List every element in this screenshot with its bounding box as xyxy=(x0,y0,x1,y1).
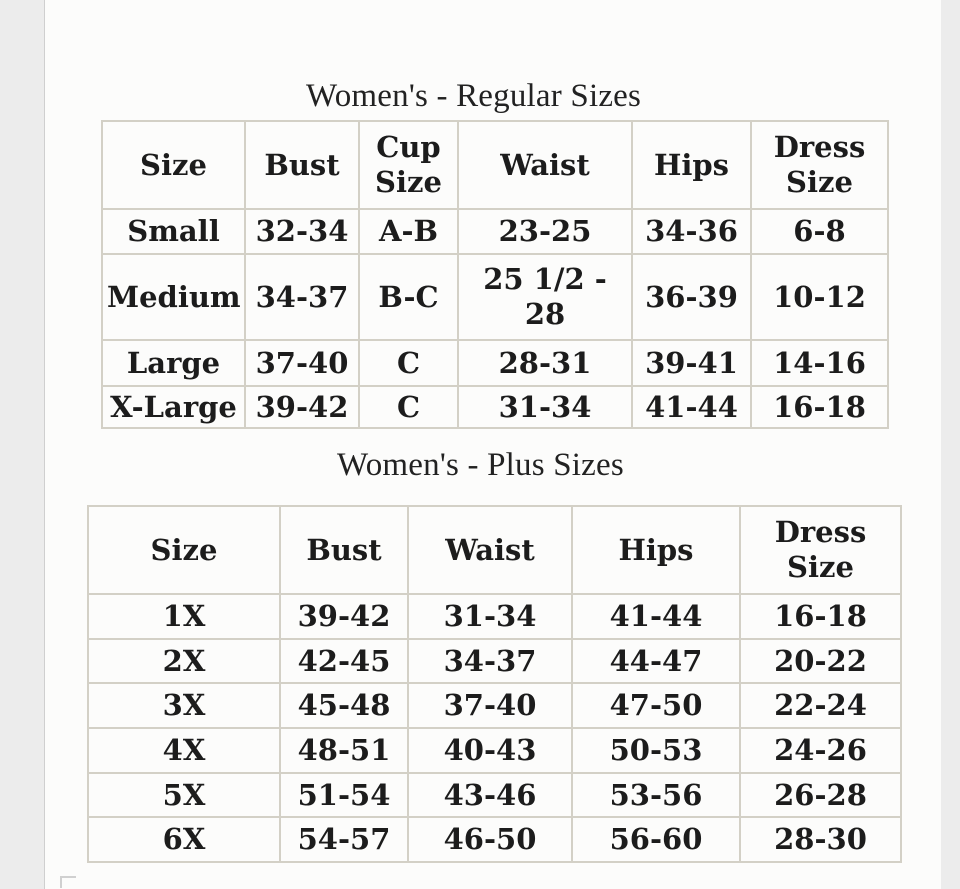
cell-hips: 56-60 xyxy=(572,817,740,862)
header-hips: Hips xyxy=(572,506,740,594)
cell-size: Medium xyxy=(102,254,245,340)
cell-hips: 34-36 xyxy=(632,209,751,254)
cell-hips: 41-44 xyxy=(632,386,751,428)
cell-bust: 32-34 xyxy=(245,209,359,254)
cell-dress-size: 20-22 xyxy=(740,639,901,683)
cell-hips: 47-50 xyxy=(572,683,740,728)
cell-dress-size: 10-12 xyxy=(751,254,888,340)
cell-size: 2X xyxy=(88,639,280,683)
table-row xyxy=(102,340,888,386)
cell-cup: A-B xyxy=(359,209,458,254)
header-bust: Bust xyxy=(245,121,359,209)
header-size: Size xyxy=(88,506,280,594)
plus-sizes-table xyxy=(87,505,902,863)
plus-sizes-title: Women's - Plus Sizes xyxy=(337,447,624,483)
cell-bust: 34-37 xyxy=(245,254,359,340)
cell-waist: 25 1/2 - 28 xyxy=(458,254,632,340)
cell-hips: 39-41 xyxy=(632,340,751,386)
table-row xyxy=(88,728,901,773)
cell-hips: 50-53 xyxy=(572,728,740,773)
cell-dress-size: 16-18 xyxy=(740,594,901,639)
table-row xyxy=(88,639,901,683)
header-cup-size: Cup Size xyxy=(359,121,458,209)
table-row xyxy=(102,209,888,254)
cell-size: 6X xyxy=(88,817,280,862)
cell-bust: 37-40 xyxy=(245,340,359,386)
cell-hips: 41-44 xyxy=(572,594,740,639)
header-waist: Waist xyxy=(458,121,632,209)
header-dress-size: Dress Size xyxy=(751,121,888,209)
cell-waist: 46-50 xyxy=(408,817,572,862)
header-hips: Hips xyxy=(632,121,751,209)
header-bust: Bust xyxy=(280,506,408,594)
cell-waist: 34-37 xyxy=(408,639,572,683)
cell-waist: 28-31 xyxy=(458,340,632,386)
cell-size: X-Large xyxy=(102,386,245,428)
cell-dress-size: 24-26 xyxy=(740,728,901,773)
cell-size: 4X xyxy=(88,728,280,773)
cell-hips: 44-47 xyxy=(572,639,740,683)
header-waist: Waist xyxy=(408,506,572,594)
crop-mark xyxy=(60,876,76,888)
table-row xyxy=(88,817,901,862)
cell-bust: 39-42 xyxy=(280,594,408,639)
table-header-row xyxy=(102,121,888,209)
cell-size: 1X xyxy=(88,594,280,639)
cell-size: Small xyxy=(102,209,245,254)
table-row xyxy=(102,254,888,340)
cell-cup: C xyxy=(359,340,458,386)
regular-sizes-title: Women's - Regular Sizes xyxy=(306,78,642,114)
cell-dress-size: 26-28 xyxy=(740,773,901,817)
table-header-row xyxy=(88,506,901,594)
cell-waist: 40-43 xyxy=(408,728,572,773)
header-dress-size: Dress Size xyxy=(740,506,901,594)
cell-bust: 48-51 xyxy=(280,728,408,773)
cell-dress-size: 28-30 xyxy=(740,817,901,862)
table-row xyxy=(88,594,901,639)
cell-waist: 23-25 xyxy=(458,209,632,254)
cell-hips: 53-56 xyxy=(572,773,740,817)
cell-waist: 31-34 xyxy=(458,386,632,428)
cell-dress-size: 6-8 xyxy=(751,209,888,254)
cell-waist: 37-40 xyxy=(408,683,572,728)
regular-sizes-table xyxy=(101,120,889,429)
cell-size: Large xyxy=(102,340,245,386)
cell-size: 3X xyxy=(88,683,280,728)
cell-cup: B-C xyxy=(359,254,458,340)
table-row xyxy=(102,386,888,428)
cell-cup: C xyxy=(359,386,458,428)
cell-dress-size: 16-18 xyxy=(751,386,888,428)
cell-bust: 42-45 xyxy=(280,639,408,683)
cell-dress-size: 14-16 xyxy=(751,340,888,386)
cell-size: 5X xyxy=(88,773,280,817)
table-row xyxy=(88,773,901,817)
cell-bust: 45-48 xyxy=(280,683,408,728)
cell-dress-size: 22-24 xyxy=(740,683,901,728)
cell-bust: 54-57 xyxy=(280,817,408,862)
table-row xyxy=(88,683,901,728)
cell-hips: 36-39 xyxy=(632,254,751,340)
cell-bust: 39-42 xyxy=(245,386,359,428)
cell-waist: 31-34 xyxy=(408,594,572,639)
cell-bust: 51-54 xyxy=(280,773,408,817)
header-size: Size xyxy=(102,121,245,209)
cell-waist: 43-46 xyxy=(408,773,572,817)
